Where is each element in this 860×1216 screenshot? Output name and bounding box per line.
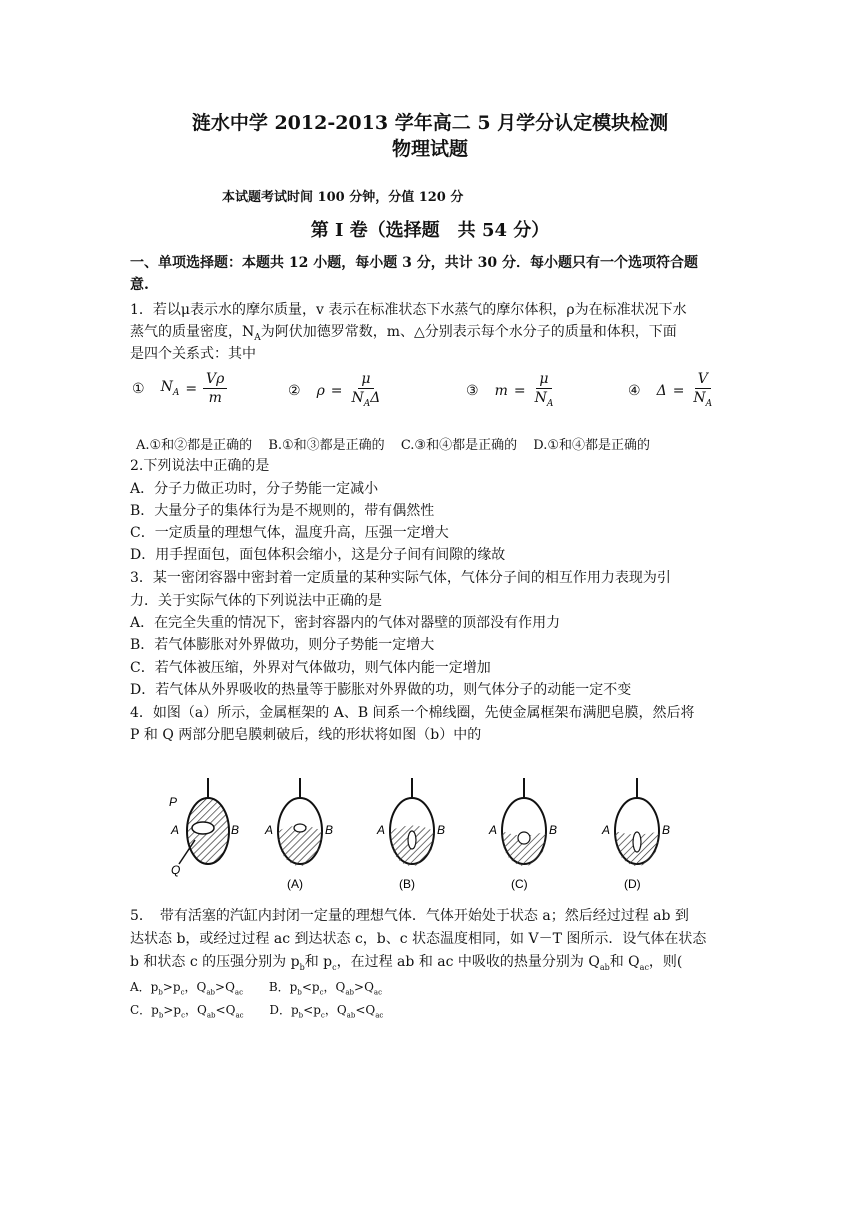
q1-stem-line1: 1．若以μ表示水的摩尔质量，v 表示在标准状态下水蒸气的摩尔体积，ρ为在标准状况下水: [130, 302, 687, 318]
label-q: Q: [171, 863, 181, 877]
caption-b: (B): [399, 877, 415, 891]
q1-formula-2: ② ρ = $\frac{\mu}{N_A\Delta}$: [288, 371, 381, 409]
svg-text:A: A: [489, 823, 498, 837]
q2-stem: 2.下列说法中正确的是: [130, 458, 270, 474]
exam-title: 涟水中学 2012-2013 学年高二 5 月学分认定模块检测: [191, 112, 669, 134]
label-a: A: [171, 823, 180, 837]
svg-text:B: B: [662, 823, 671, 837]
q3-stem-line2: 力．关于实际气体的下列说法中正确的是: [130, 593, 382, 609]
figure-a: [169, 778, 239, 877]
section-heading: 一、单项选择题：本题共 12 小题，每小题 3 分，共计 30 分．每小题只有一个选项符合题: [130, 255, 698, 271]
q3-option-a: A．在完全失重的情况下，密封容器内的气体对器壁的顶部没有作用力: [130, 615, 561, 631]
svg-text:B: B: [325, 823, 334, 837]
section-heading-cont: 意.: [130, 277, 149, 293]
q5-options-row2: [130, 1001, 405, 1019]
part-title: 第 I 卷（选择题 共 54 分）: [310, 220, 550, 241]
q2-option-b: B．大量分子的集体行为是不规则的，带有偶然性: [130, 503, 435, 519]
q1-stem-line2: 蒸气的质量密度，$N_A$为阿伏加德罗常数，m、△分别表示每个水分子的质量和体积，下面: [130, 324, 677, 343]
q1-formula-1: ① $N_A$ = $\frac{V\rho}{m}$: [132, 370, 227, 407]
q3-stem-line1: 3．某一密闭容器中密封着一定质量的某种实际气体，气体分子间的相互作用力表现为引: [130, 570, 671, 586]
q3-option-c: C．若气体被压缩，外界对气体做功，则气体内能一定增加: [130, 660, 491, 676]
figure-option-b: [376, 778, 445, 891]
q2-option-a: A．分子力做正功时，分子势能一定减小: [130, 481, 379, 497]
label-b: B: [231, 823, 240, 837]
q4-stem-line2: P 和 Q 两部分肥皂膜刺破后，线的形状将如图（b）中的: [130, 727, 482, 743]
figure-option-c: [488, 778, 557, 891]
svg-text:A: A: [265, 823, 274, 837]
svg-text:A: A: [602, 823, 611, 837]
figure-option-a: [264, 778, 333, 891]
svg-text:A: A: [377, 823, 386, 837]
q1-formula-3: ③ m = $\frac{\mu}{N_A}$: [466, 371, 554, 409]
q5-options-row1: [130, 978, 404, 996]
q5-stem-line1: 5． 带有活塞的汽缸内封闭一定量的理想气体．气体开始处于状态 a；然后经过过程 ab 到: [130, 908, 689, 924]
q5-option-d: D．$p_b<p_c$，$Q_{ab}<Q_{ac}$: [269, 1003, 384, 1020]
exam-info: 本试题考试时间 100 分钟，分值 120 分: [222, 190, 464, 205]
q4-stem-line1: 4．如图（a）所示，金属框架的 A、B 间系一个棉线圈，先使金属框架布满肥皂膜，然后将: [130, 705, 695, 721]
q2-option-c: C．一定质量的理想气体，温度升高，压强一定增大: [130, 525, 449, 541]
q1-option-b: B.①和③都是正确的: [268, 438, 385, 453]
q1-option-d: D.①和④都是正确的: [533, 438, 650, 453]
figure-option-d: [601, 778, 670, 891]
svg-text:B: B: [549, 823, 558, 837]
q5-option-b: B．$p_b<p_c$，$Q_{ab}>Q_{ac}$: [268, 980, 383, 997]
q3-option-d: D．若气体从外界吸收的热量等于膨胀对外界做的功，则气体分子的动能一定不变: [130, 682, 632, 698]
label-p: P: [169, 795, 178, 809]
q1-options: [136, 434, 662, 453]
q1-formula-4: ④ Δ = $\frac{V}{N_A}$: [628, 371, 713, 409]
soap-film-figure: [165, 776, 705, 896]
q3-option-b: B．若气体膨胀对外界做功，则分子势能一定增大: [130, 637, 435, 653]
svg-text:B: B: [437, 823, 446, 837]
caption-d: (D): [624, 877, 641, 891]
caption-c: (C): [511, 877, 528, 891]
q5-stem-line3: b 和状态 c 的压强分别为 $p_b$和 $p_c$，在过程 ab 和 ac 中吸收的热量分别为 $Q_{ab}$和 $Q_{ac}$，则(: [130, 954, 683, 972]
q1-stem-line3: 是四个关系式：其中: [130, 346, 256, 362]
q1-option-c: C.③和④都是正确的: [400, 438, 518, 453]
caption-a: (A): [287, 877, 303, 891]
subject-title: 物理试题: [391, 138, 468, 160]
q5-option-c: C．$p_b>p_c$，$Q_{ab}<Q_{ac}$: [130, 1003, 244, 1020]
q5-option-a: A．$p_b>p_c$，$Q_{ab}>Q_{ac}$: [130, 980, 244, 997]
q1-option-a: A.①和②都是正确的: [136, 438, 253, 453]
q2-option-d: D．用手捏面包，面包体积会缩小，这是分子间有间隙的缘故: [130, 547, 506, 563]
q5-stem-line2: 达状态 b，或经过过程 ac 到达状态 c，b、c 状态温度相同，如 V－T 图所示．设气体在状态: [130, 931, 707, 947]
